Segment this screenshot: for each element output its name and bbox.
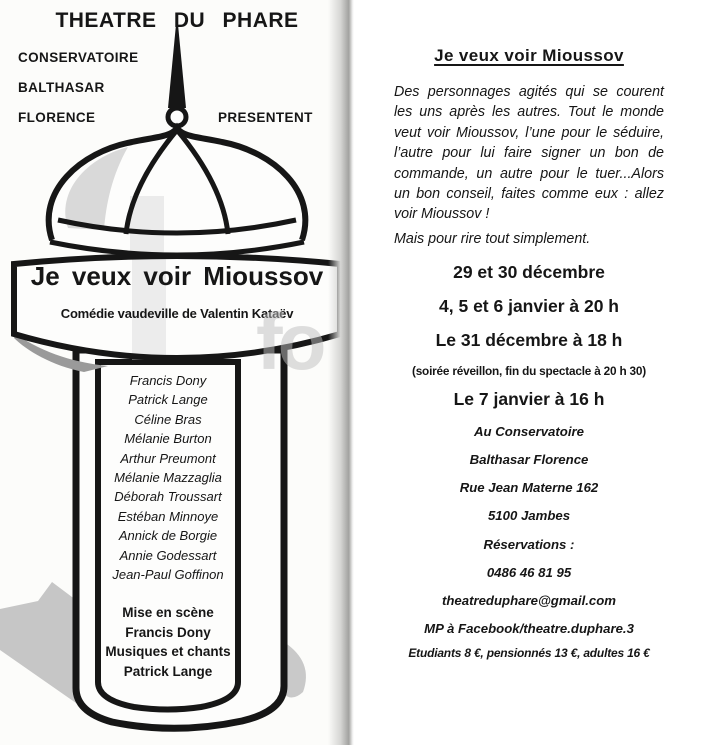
cast-member: Arthur Preumont — [120, 450, 216, 466]
ticket-prices: Etudiants 8 €, pensionnés 13 €, adultes 16 € — [408, 646, 650, 660]
crew-credits — [98, 603, 238, 681]
facebook-contact: MP à Facebook/theatre.duphare.3 — [424, 621, 634, 636]
cast-member: Patrick Lange — [128, 392, 208, 408]
phone-number: 0486 46 81 95 — [486, 565, 572, 580]
reservations-label: Réservations : — [483, 537, 575, 552]
cast-member: Jean-Paul Goffinon — [112, 567, 224, 583]
presenter-line: FLORENCE — [18, 110, 96, 125]
cast-member: Annie Godessart — [119, 547, 217, 563]
cast-member: Estéban Minnoye — [117, 508, 219, 524]
venue-street: Rue Jean Materne 162 — [459, 480, 599, 495]
present-label: PRESENTENT — [218, 110, 313, 125]
details-column — [394, 0, 664, 745]
presenter-line: BALTHASAR — [18, 80, 105, 95]
poster-show-title: Je veux voir Mioussov — [30, 261, 324, 291]
show-title: Je veux voir Mioussov — [434, 46, 624, 65]
email-address: theatreduphare@gmail.com — [441, 593, 617, 608]
synopsis-paragraph: Des personnages agités qui se courent les uns après les autres. Tout le monde veut voir Mioussov, l’une pour le séduire, l’autre pour lui faire signer un bon de commande, un autre pour le tuer...Alors un bon conseil, faites comme eux : allez voir Mioussov ! — [394, 84, 664, 223]
crew-line: Musiques et chants — [105, 644, 231, 660]
crew-line: Francis Dony — [125, 624, 211, 640]
show-date: Le 7 janvier à 16 h — [453, 389, 605, 409]
crew-line: Patrick Lange — [123, 663, 213, 679]
venue-name: Balthasar Florence — [469, 452, 589, 467]
show-date: 4, 5 et 6 janvier à 20 h — [439, 296, 619, 316]
presenter-line: CONSERVATOIRE — [18, 50, 139, 65]
company-title: THEATRE DU PHARE — [55, 9, 299, 32]
crew-line: Mise en scène — [122, 605, 214, 620]
shadow-left — [0, 582, 76, 703]
venue-city: 5100 Jambes — [487, 508, 571, 523]
poster-show-subtitle: Comédie vaudeville de Valentin Kataëv — [60, 306, 294, 321]
cast-member: Déborah Troussart — [114, 489, 222, 505]
cast-member: Mélanie Burton — [124, 431, 212, 447]
page-edge-shadow — [328, 0, 354, 745]
cast-member: Céline Bras — [134, 411, 202, 427]
cast-member: Annick de Borgie — [118, 528, 218, 544]
show-date: 29 et 30 décembre — [453, 262, 605, 282]
show-date: Le 31 décembre à 18 h — [435, 330, 623, 350]
tagline: Mais pour rire tout simplement. — [394, 231, 591, 247]
venue-name: Au Conservatoire — [474, 424, 584, 439]
show-date-note: (soirée réveillon, fin du spectacle à 20 h 30) — [411, 364, 647, 378]
cast-list — [98, 371, 238, 584]
cast-member: Francis Dony — [129, 373, 207, 388]
cast-member: Mélanie Mazzaglia — [114, 470, 222, 486]
watermark: fo — [256, 297, 322, 386]
